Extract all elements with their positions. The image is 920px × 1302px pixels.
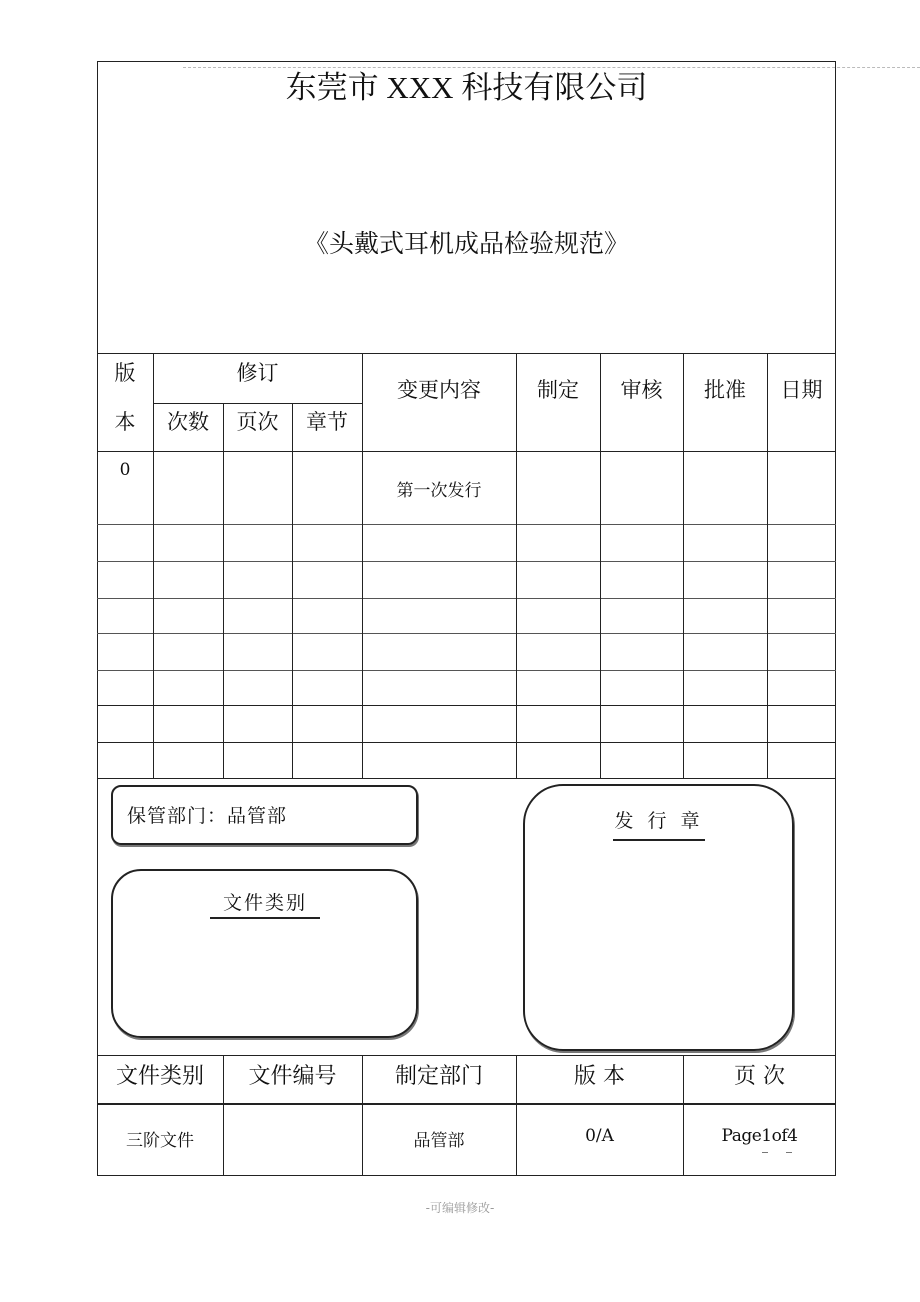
row-1-version: 0 — [119, 460, 131, 480]
col-line — [292, 403, 293, 778]
table-top-line — [97, 353, 836, 354]
info-table-top-line — [97, 1055, 836, 1056]
header-revision: 修订 — [236, 361, 279, 385]
row-line — [97, 524, 836, 525]
header-date: 日期 — [780, 378, 823, 402]
table-bottom-line — [97, 778, 836, 779]
row-line — [97, 561, 836, 562]
file-category-box — [111, 869, 418, 1038]
col-line — [683, 353, 684, 778]
info-header-file-number: 文件编号 — [248, 1064, 337, 1089]
file-category-label: 文件类别 — [210, 888, 320, 919]
info-value-file-category: 三阶文件 — [126, 1131, 194, 1151]
page-underscore-mark — [762, 1152, 768, 1153]
row-line — [97, 670, 836, 671]
info-value-page: Page1of4 — [721, 1126, 798, 1146]
footer-note: -可编辑修改- — [425, 1201, 495, 1215]
header-version-1: 版 — [114, 361, 136, 385]
header-bottom-line — [97, 451, 836, 452]
col-line — [223, 403, 224, 778]
document-title: 《头戴式耳机成品检验规范》 — [303, 229, 629, 258]
header-approved: 批准 — [704, 378, 746, 402]
col-line — [516, 353, 517, 778]
info-header-page: 页 次 — [734, 1064, 785, 1089]
row-1-content: 第一次发行 — [396, 481, 482, 501]
page-underscore-mark — [786, 1152, 792, 1153]
header-revision-count: 次数 — [167, 410, 209, 434]
row-line — [97, 705, 836, 706]
row-line — [97, 598, 836, 599]
header-revision-section: 章节 — [306, 410, 348, 434]
col-line — [600, 353, 601, 778]
info-value-department: 品管部 — [413, 1131, 465, 1151]
info-value-version: 0/A — [585, 1126, 614, 1146]
header-revision-page: 页次 — [236, 410, 279, 434]
info-header-department: 制定部门 — [394, 1064, 483, 1089]
header-version-2: 本 — [114, 410, 136, 434]
col-line — [767, 353, 768, 778]
revision-subheader-line — [153, 403, 362, 404]
col-line — [362, 353, 363, 778]
company-name: 东莞市 XXX 科技有限公司 — [285, 70, 648, 105]
row-line — [97, 742, 836, 743]
issue-stamp-box — [523, 784, 794, 1051]
custody-label: 保管部门：品管部 — [127, 805, 288, 827]
header-reviewed: 审核 — [620, 378, 663, 402]
info-header-version: 版 本 — [574, 1064, 625, 1089]
info-header-file-category: 文件类别 — [115, 1064, 204, 1089]
issue-stamp-label: 发 行 章 — [613, 806, 705, 841]
header-change-content: 变更内容 — [397, 378, 481, 402]
header-prepared: 制定 — [537, 378, 579, 402]
custody-box — [111, 785, 418, 845]
info-table-mid-line — [97, 1103, 836, 1105]
row-line — [97, 633, 836, 634]
